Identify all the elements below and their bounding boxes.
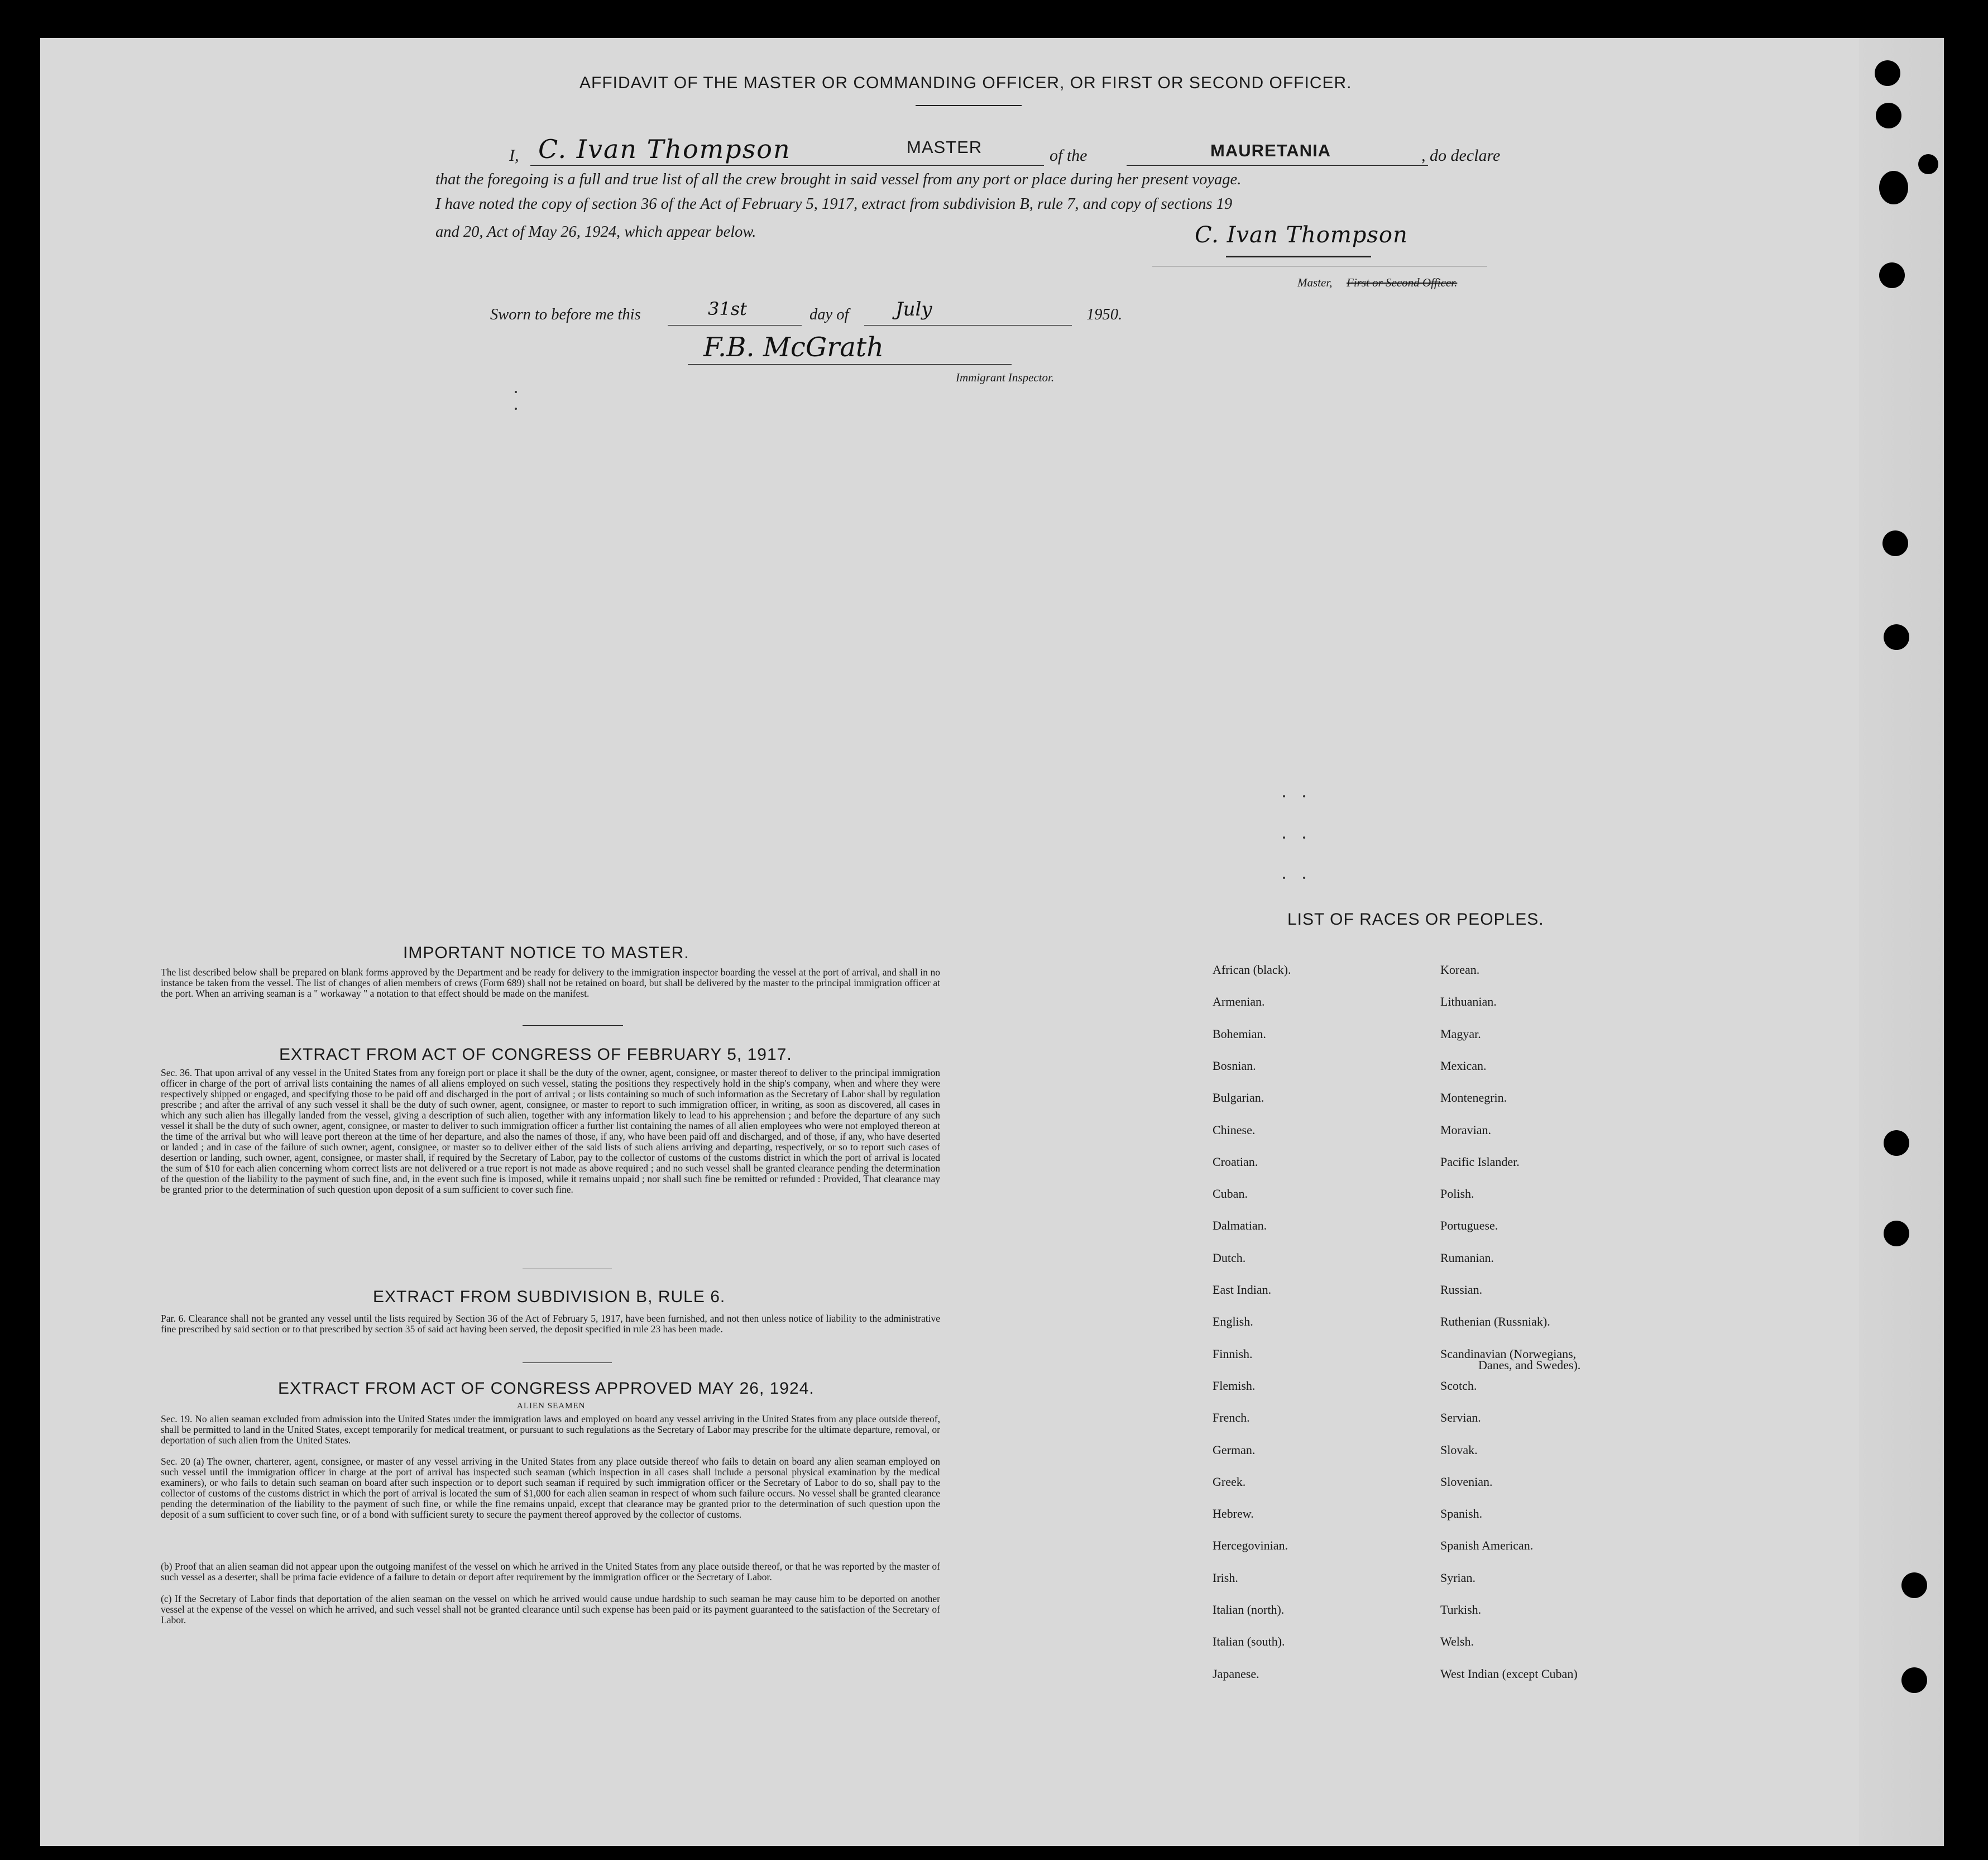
race-item: Montenegrin. xyxy=(1440,1091,1507,1105)
faint-mark xyxy=(515,391,517,393)
race-item: Dutch. xyxy=(1213,1250,1246,1265)
race-item: Welsh. xyxy=(1440,1634,1474,1649)
race-item: Bulgarian. xyxy=(1213,1091,1264,1105)
race-item: Lithuanian. xyxy=(1440,994,1497,1009)
vessel-name-line xyxy=(1127,165,1428,166)
extract-1924-sec20a: Sec. 20 (a) The owner, charterer, agent, consignee, or master of any vessel arriving in the United States from any place outside thereof who fails to detain on board any alien seaman employed on such vessel until the immigration officer in charge at the port of arrival has inspected such seaman (which inspection in all cases shall include a personal physical examination by the medical examiners), or who fails to detain such seaman on board after such inspection or to deport such seaman if required by such immigration officer or the Secretary of Labor to do so, shall pay to the collector of customs of the customs district in which the port of arrival is located the sum of $1,000 for each alien seaman in respect of whom such failure occurs. No vessel shall be granted clearance pending the determination of the liability to the payment of such fine, or while the fine remains unpaid, except that clearance may be granted prior to the determination of such question upon the deposit of a sum sufficient to cover such fine, or of a bond with sufficient surety to secure the payment thereof approved by the collector of customs. xyxy=(161,1456,940,1520)
punch-hole xyxy=(1882,530,1908,556)
inspector-caption: Immigrant Inspector. xyxy=(956,371,1055,384)
race-item: Scotch. xyxy=(1440,1378,1477,1393)
race-item: Japanese. xyxy=(1213,1666,1259,1681)
day-line xyxy=(668,325,802,326)
race-item: Ruthenian (Russniak). xyxy=(1440,1314,1550,1329)
race-item: Polish. xyxy=(1440,1187,1474,1201)
race-item-scandinavian-cont: Danes, and Swedes). xyxy=(1478,1358,1581,1372)
inspector-signature: F.B. McGrath xyxy=(703,332,884,363)
affidavit-title: AFFIDAVIT OF THE MASTER OR COMMANDING OFFICER, OR FIRST OR SECOND OFFICER. xyxy=(579,74,1352,92)
extract-1917-title: EXTRACT FROM ACT OF CONGRESS OF FEBRUARY 5, 1917. xyxy=(279,1045,792,1064)
of-the-label: of the xyxy=(1050,146,1088,165)
do-declare-label: , do declare xyxy=(1421,146,1501,165)
affidavit-line-3: I have noted the copy of section 36 of the Act of February 5, 1917, extract from subdivision B, rule 7, and copy of sections 19 xyxy=(435,195,1233,213)
race-item: Russian. xyxy=(1440,1283,1483,1297)
day-of-label: day of xyxy=(809,306,849,323)
punch-hole xyxy=(1918,154,1938,174)
race-item: West Indian (except Cuban) xyxy=(1440,1666,1578,1681)
extract-1924-subtitle: ALIEN SEAMEN xyxy=(517,1402,586,1410)
notice-body: The list described below shall be prepared on blank forms approved by the Department and be ready for delivery to the immigration inspector boarding the vessel at the port of arrival, and shall in no instance be taken from the vessel. The list of changes of alien members of crews (Form 689) shall not be retained on board, but shall be delivered by the master to the principal immigration officer at the port. When an arriving seaman is a " workaway " a notation to that effect should be made on the manifest. xyxy=(161,967,940,999)
race-item: Cuban. xyxy=(1213,1187,1248,1201)
punch-hole xyxy=(1901,1667,1927,1693)
affidavit-line-2: that the foregoing is a full and true list of all the crew brought in said vessel from any port or place during her present voyage. xyxy=(435,171,1242,188)
race-item: Slovenian. xyxy=(1440,1474,1493,1489)
race-item: Armenian. xyxy=(1213,994,1265,1009)
inspector-line xyxy=(688,364,1012,365)
race-item: Scandinavian (Norwegians, xyxy=(1440,1346,1577,1361)
race-item: Syrian. xyxy=(1440,1570,1476,1585)
race-item: East Indian. xyxy=(1213,1283,1272,1297)
race-item: Portuguese. xyxy=(1440,1218,1498,1233)
race-item: Flemish. xyxy=(1213,1378,1256,1393)
race-item: Spanish. xyxy=(1440,1507,1483,1521)
extract-1917-body: Sec. 36. That upon arrival of any vessel in the United States from any foreign port or place it shall be the duty of the owner, agent, consignee, or master thereof to deliver to the principal immigration officer in charge of the port of arrival lists containing the names of all aliens employed on such vessel, stating the positions they respectively hold in the ship's company, when and where they were respectively shipped or engaged, and specifying those to be paid off and discharged in the port of arrival ; or lists containing so much of such information as the Secretary of Labor shall by regulation prescribe ; and after the arrival of any such vessel it shall be the duty of such owner, agent, consignee, or master to report to such immigration officer, in writing, as soon as discovered, all cases in which any such alien has illegally landed from the vessel, giving a description of such alien, together with any information likely to lead to his apprehension ; and before the departure of any such vessel it shall be the duty of such owner, agent, consignee, or master to deliver to such immigration officer a further list containing the names of all alien employees who were not employed thereon at the time of the arrival but who will leave port thereon at the time of her departure, and also the names of those, if any, who have been paid off and discharged, and of those, if any, who have deserted or landed ; and in case of the failure of such owner, agent, consignee, or master so to deliver either of the said lists of such aliens arriving and departing, respectively, or so to report such cases of desertion or landing, such owner, agent, consignee, or master shall, if required by the Secretary of Labor, pay to the collector of customs of the customs district in which the port of arrival is located the sum of $10 for each alien concerning whom correct lists are not delivered or a true report is not made as above required ; and no such vessel shall be granted clearance pending the determination of the question of the liability to the payment of such fine, and, in the event such fine is imposed, while it remains unpaid ; nor shall such fine be remitted or refunded : Provided, That clearance may be granted prior to the determination of such question upon deposit of a sum sufficient to cover such fine. xyxy=(161,1067,940,1195)
faint-mark xyxy=(1283,877,1285,879)
race-item: Irish. xyxy=(1213,1570,1238,1585)
extract-rule6-body: Par. 6. Clearance shall not be granted any vessel until the lists required by Section 36 of the Act of February 5, 1917, have been furnished, and not then unless notice of liability to the administrative fine prescribed by said section or to that prescribed by section 35 of said act having been served, the deposit specified in rule 23 has been made. xyxy=(161,1313,940,1335)
faint-mark xyxy=(1303,795,1305,797)
bleed-through-margin xyxy=(1859,38,1944,1846)
race-item: Turkish. xyxy=(1440,1603,1482,1617)
race-item: Slovak. xyxy=(1440,1442,1478,1457)
sworn-month-handwritten: July xyxy=(895,298,932,321)
title-underline xyxy=(916,105,1022,106)
race-item: Rumanian. xyxy=(1440,1250,1494,1265)
signature-caption-officer-struck: First or Second Officer. xyxy=(1347,276,1458,289)
race-item: Korean. xyxy=(1440,963,1480,977)
race-item: Dalmatian. xyxy=(1213,1218,1267,1233)
extract-1924-sec20c: (c) If the Secretary of Labor finds that deportation of the alien seaman on the vessel on which he arrived would cause undue hardship to such seaman he may cause him to be deported on another vessel at the expense of the vessel on which he arrived, and such vessel shall not be granted clearance until such expense has been paid or its payment guaranteed to the satisfaction of the Secretary of Labor. xyxy=(161,1593,940,1625)
sworn-year: 1950. xyxy=(1086,306,1123,323)
faint-mark xyxy=(1283,795,1285,797)
affidavit-line-4: and 20, Act of May 26, 1924, which appear below. xyxy=(435,223,756,241)
month-line xyxy=(864,325,1072,326)
race-item: Chinese. xyxy=(1213,1122,1256,1137)
race-item: French. xyxy=(1213,1410,1250,1425)
punch-hole xyxy=(1879,262,1905,288)
punch-hole xyxy=(1876,103,1901,128)
race-item: English. xyxy=(1213,1314,1253,1329)
punch-hole xyxy=(1884,1221,1909,1246)
race-item: German. xyxy=(1213,1442,1256,1457)
race-item: Italian (north). xyxy=(1213,1603,1285,1617)
punch-hole xyxy=(1884,624,1909,650)
race-item: Finnish. xyxy=(1213,1346,1253,1361)
master-signature: C. Ivan Thompson xyxy=(1195,222,1408,248)
signature-underline xyxy=(1226,256,1371,257)
race-item: Italian (south). xyxy=(1213,1634,1285,1649)
punch-hole xyxy=(1901,1572,1927,1598)
divider xyxy=(523,1025,623,1026)
divider xyxy=(523,1362,612,1363)
race-item: Bosnian. xyxy=(1213,1058,1256,1073)
race-item: Spanish American. xyxy=(1440,1538,1534,1553)
faint-mark xyxy=(1283,836,1285,839)
rank-label: MASTER xyxy=(907,137,983,157)
race-item: Bohemian. xyxy=(1213,1026,1266,1041)
vessel-name: MAURETANIA xyxy=(1210,141,1331,160)
faint-mark xyxy=(515,408,517,410)
race-item: Servian. xyxy=(1440,1410,1481,1425)
race-item: Greek. xyxy=(1213,1474,1246,1489)
punch-hole xyxy=(1879,171,1908,204)
extract-1924-sec19: Sec. 19. No alien seaman excluded from admission into the United States under the immigration laws and employed on board any vessel arriving in the United States from any place outside thereof, shall be permitted to land in the United States, except temporarily for medical treatment, or pursuant to such regulations as the Secretary of Labor may prescribe for the ultimate departure, removal, or deportation of such alien from the United States. xyxy=(161,1413,940,1446)
signature-caption-master: Master, xyxy=(1297,276,1333,289)
affidavit-i-label: I, xyxy=(509,146,519,165)
extract-1924-title: EXTRACT FROM ACT OF CONGRESS APPROVED MAY 26, 1924. xyxy=(278,1379,815,1398)
punch-hole xyxy=(1884,1130,1909,1156)
master-name-line xyxy=(530,165,1044,166)
race-item: African (black). xyxy=(1213,963,1291,977)
master-name-handwritten: C. Ivan Thompson xyxy=(538,134,791,164)
punch-hole xyxy=(1875,60,1900,86)
faint-mark xyxy=(1303,877,1305,879)
race-item: Hebrew. xyxy=(1213,1507,1254,1521)
sworn-day-handwritten: 31st xyxy=(708,298,747,319)
notice-title: IMPORTANT NOTICE TO MASTER. xyxy=(403,944,689,962)
race-item: Croatian. xyxy=(1213,1154,1258,1169)
extract-rule6-title: EXTRACT FROM SUBDIVISION B, RULE 6. xyxy=(373,1288,726,1306)
race-item: Pacific Islander. xyxy=(1440,1154,1520,1169)
race-item: Moravian. xyxy=(1440,1122,1492,1137)
sworn-label: Sworn to before me this xyxy=(490,306,641,323)
races-title: LIST OF RACES OR PEOPLES. xyxy=(1287,910,1544,929)
race-item: Mexican. xyxy=(1440,1058,1487,1073)
race-item: Magyar. xyxy=(1440,1026,1481,1041)
faint-mark xyxy=(1303,836,1305,839)
race-item: Hercegovinian. xyxy=(1213,1538,1288,1553)
extract-1924-sec20b: (b) Proof that an alien seaman did not appear upon the outgoing manifest of the vessel on which he arrived in the United States from any place outside thereof, or that he was reported by the master of such vessel as a deserter, shall be prima facie evidence of a failure to detain or deport after requirement by the immigration officer or the Secretary of Labor. xyxy=(161,1561,940,1582)
